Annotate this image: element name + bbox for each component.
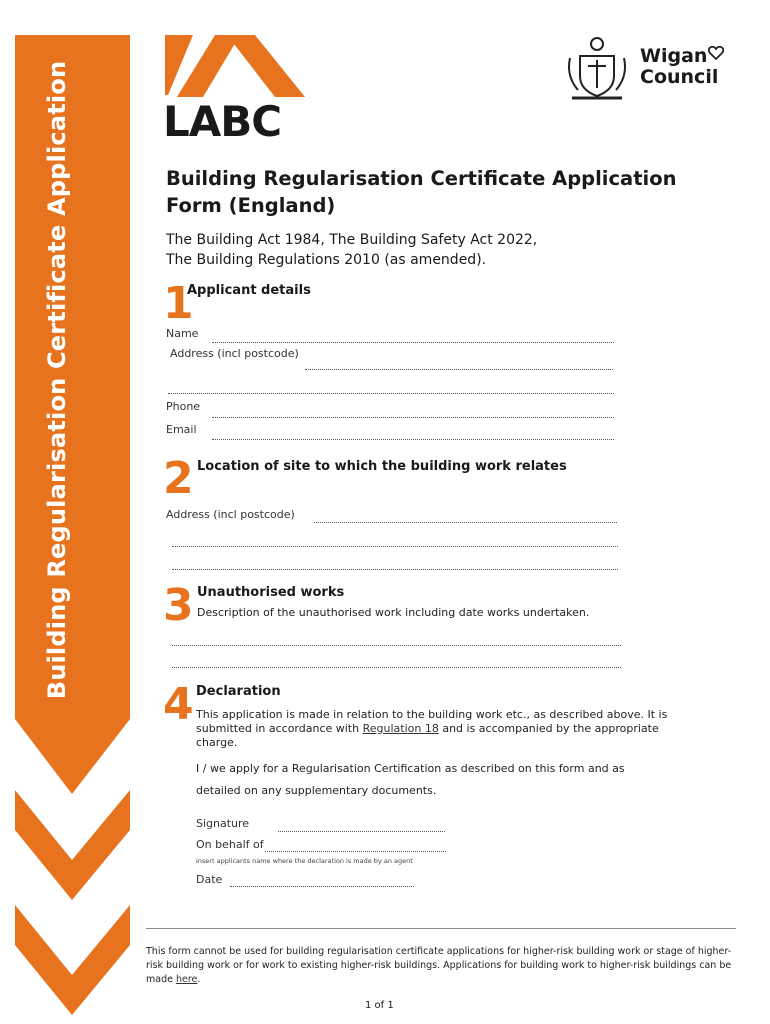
site-address-field-1[interactable] (314, 522, 617, 523)
applicant-address-field-2[interactable] (168, 393, 614, 394)
phone-label: Phone (166, 400, 201, 413)
date-label: Date (196, 873, 223, 886)
site-address-field-2[interactable] (172, 546, 618, 547)
date-field[interactable] (230, 886, 414, 887)
council-name: Wigan Council (640, 45, 719, 88)
works-description-field-1[interactable] (172, 645, 621, 646)
regulation-18-link[interactable]: Regulation 18 (362, 722, 439, 735)
unauthorised-works-description: Description of the unauthorised work including date works undertaken. (197, 606, 590, 619)
council-crest-icon (566, 36, 628, 102)
footer-divider (146, 928, 736, 929)
section-number-2: 2 (163, 453, 194, 504)
heart-icon (708, 46, 724, 60)
form-title: Building Regularisation Certificate Application Form (England) (166, 167, 677, 217)
on-behalf-note: insert applicants name where the declaration is made by an agent (196, 857, 413, 865)
email-field[interactable] (212, 439, 614, 440)
name-field[interactable] (212, 342, 614, 343)
chevron-decoration-2 (15, 905, 130, 1015)
email-label: Email (166, 423, 197, 436)
higher-risk-applications-link[interactable]: here (175, 974, 198, 985)
on-behalf-field[interactable] (265, 851, 446, 852)
banner-arrow-tip (15, 694, 130, 794)
section-number-4: 4 (163, 679, 194, 730)
section-number-3: 3 (163, 580, 194, 631)
on-behalf-label: On behalf of (196, 838, 264, 851)
signature-field[interactable] (278, 831, 445, 832)
labc-logo-text: LABC (163, 97, 282, 146)
site-address-field-3[interactable] (172, 569, 618, 570)
declaration-text: This application is made in relation to the building work etc., as described above. It is submitted in accordance with Regulation 18 and is accompanied by the appropriate charge. (196, 708, 668, 749)
page-number: 1 of 1 (365, 1000, 394, 1011)
site-address-label: Address (incl postcode) (166, 508, 295, 521)
applicant-address-field-1[interactable] (305, 369, 613, 370)
applicant-address-label: Address (incl postcode) (170, 347, 299, 360)
section-heading-4: Declaration (196, 684, 281, 699)
section-heading-3: Unauthorised works (197, 585, 345, 600)
section-heading-1: Applicant details (187, 283, 311, 298)
section-number-1: 1 (163, 278, 194, 329)
section-heading-2: Location of site to which the building work relates (197, 459, 567, 474)
chevron-decoration-1 (15, 790, 130, 900)
footer-note: This form cannot be used for building regularisation certificate applications for higher-risk building work or stage of higher-risk building work or for work to existing higher-risk buildings. Applications for building work to higher-risk buildings can be made here. (146, 946, 732, 985)
works-description-field-2[interactable] (172, 667, 621, 668)
phone-field[interactable] (212, 417, 614, 418)
declaration-statement-line1: I / we apply for a Regularisation Certification as described on this form and as (196, 762, 625, 775)
name-label: Name (166, 327, 199, 340)
signature-label: Signature (196, 817, 250, 830)
form-subtitle: The Building Act 1984, The Building Safety Act 2022, The Building Regulations 2010 (as amended). (166, 232, 538, 268)
side-banner (15, 35, 130, 695)
declaration-statement-line2: detailed on any supplementary documents. (196, 784, 437, 797)
